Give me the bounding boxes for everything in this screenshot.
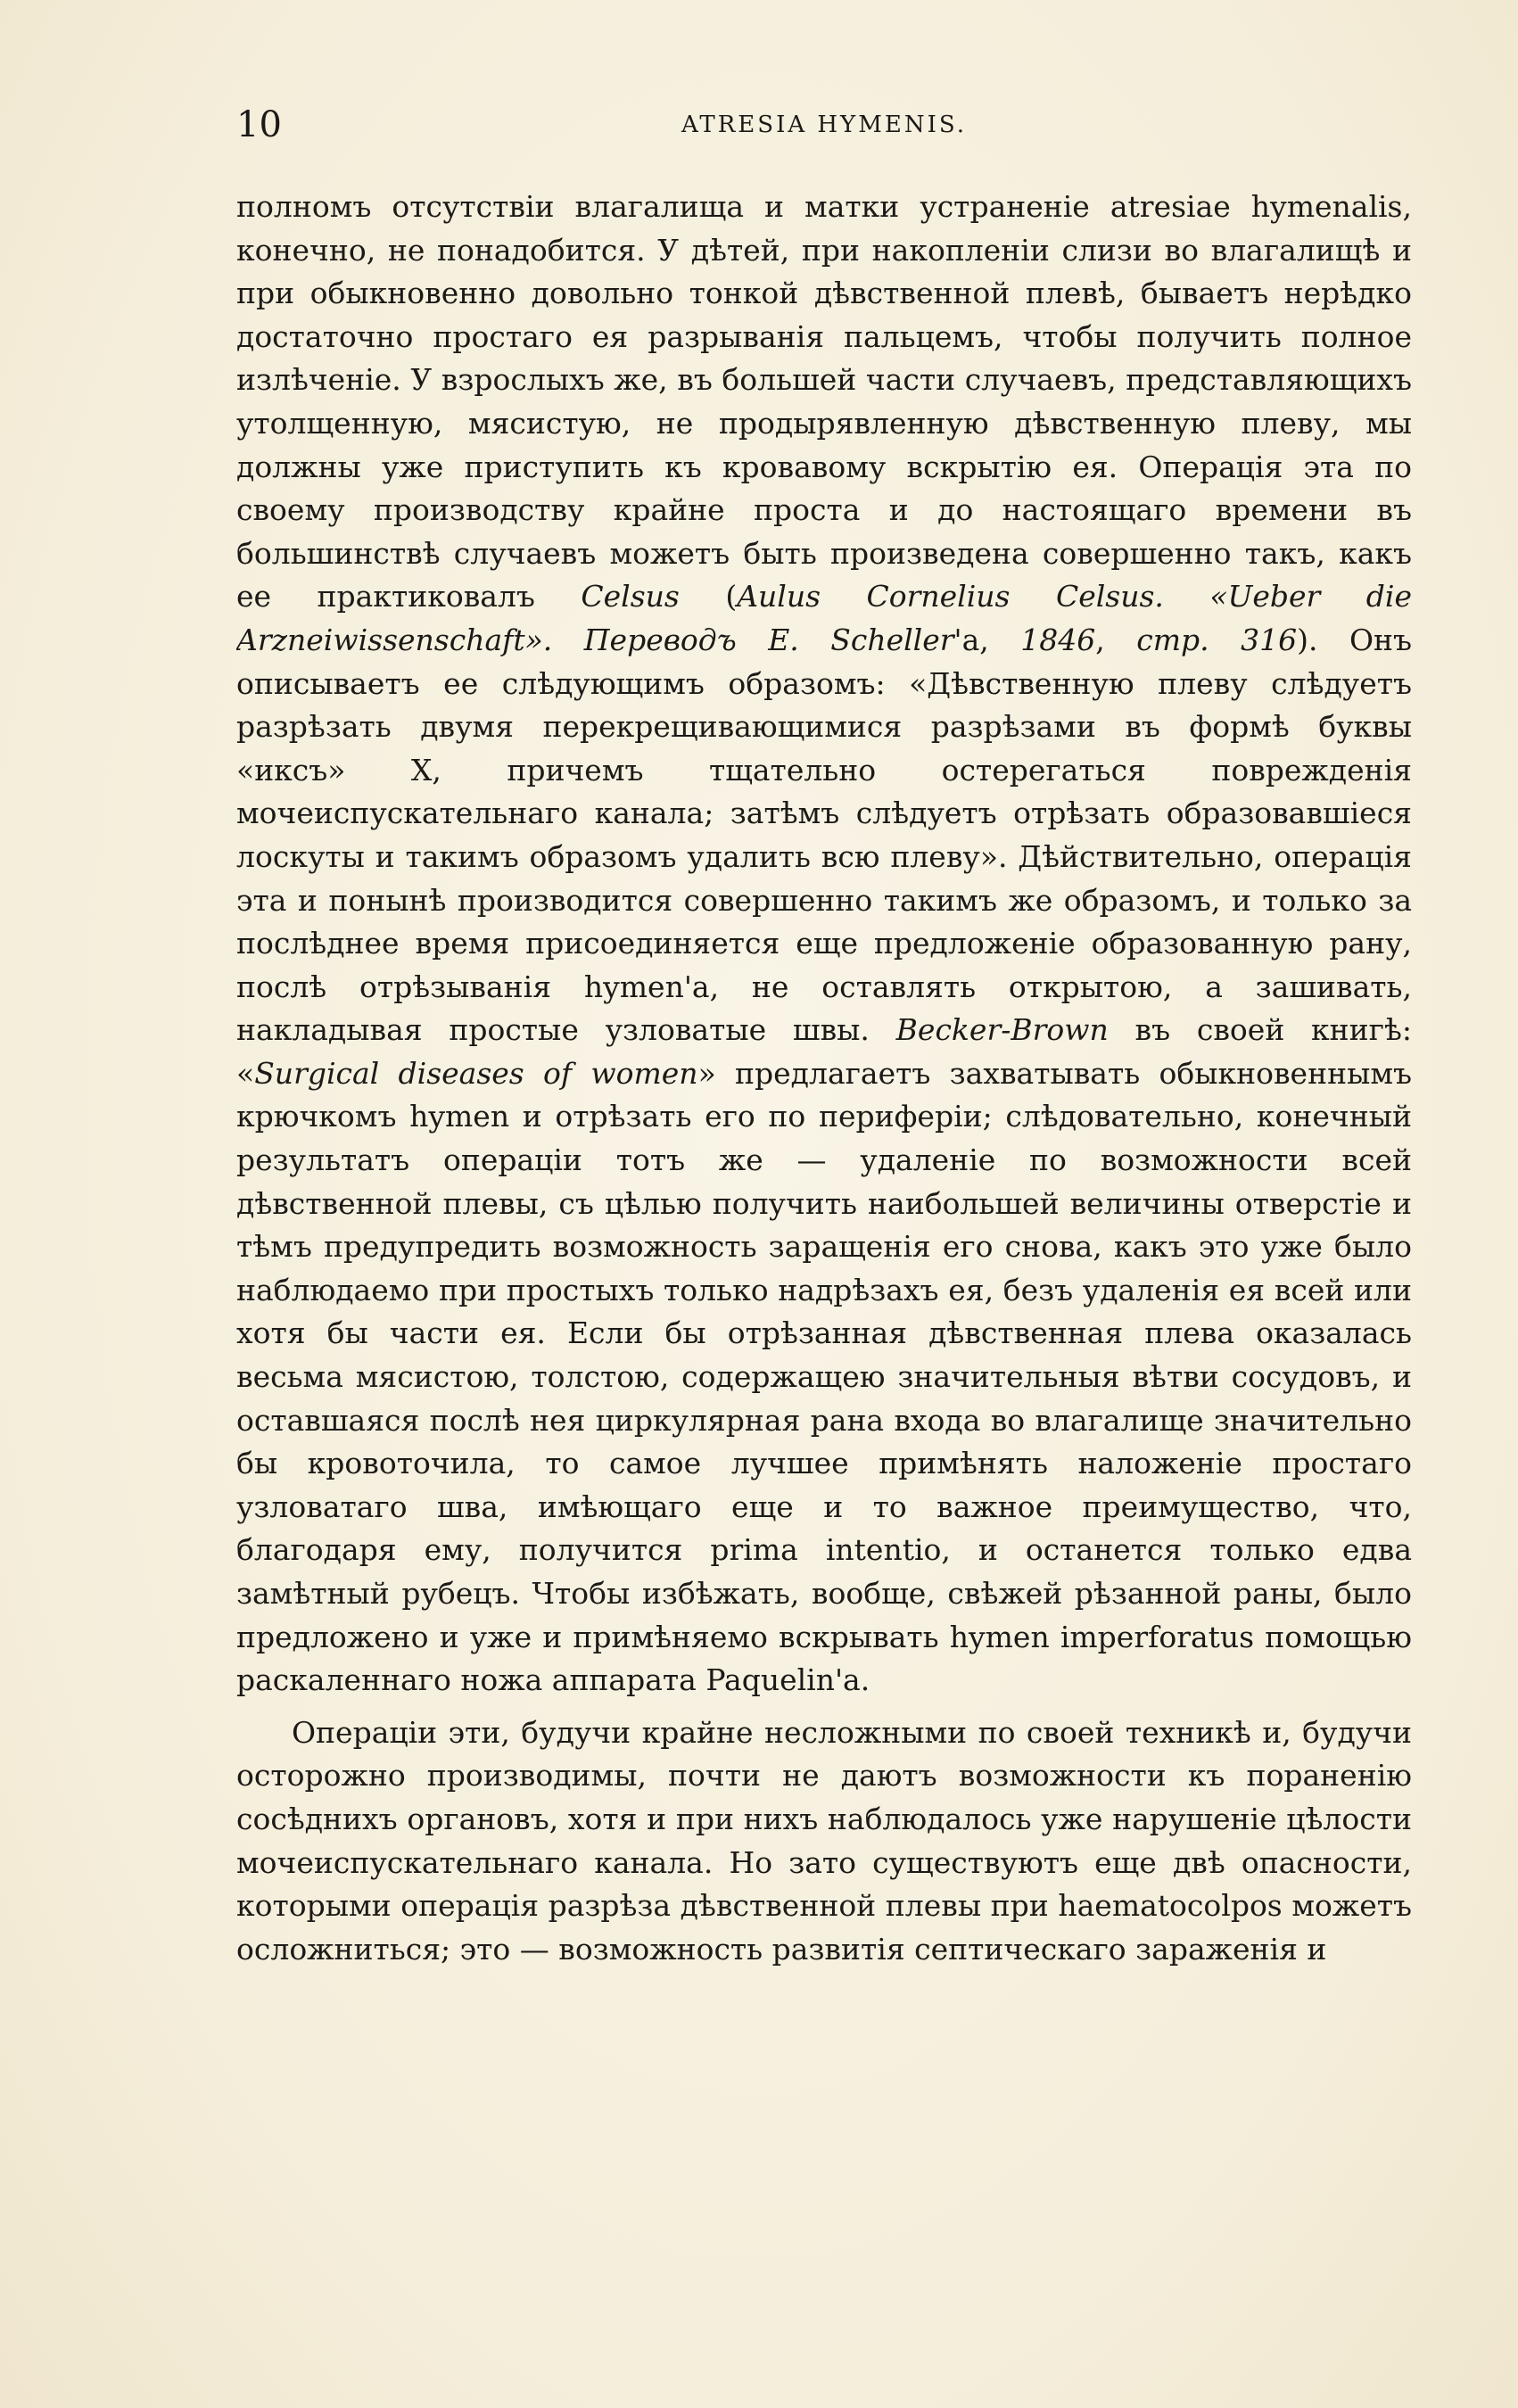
italic-run: Celsus	[581, 579, 680, 614]
text-run: 'а,	[953, 622, 1021, 657]
italic-run: стр. 316	[1136, 622, 1298, 657]
running-title: ATRESIA HYMENIS.	[681, 111, 967, 138]
text-run: полномъ отсутствіи влагалища и матки устраненіе atresiae hymenalis, конечно, не понадобится. У дѣтей, при накопленіи слизи во влагалищѣ и при обыкновенно довольно тонкой дѣвственной плевѣ, бываетъ нерѣдко достаточно простаго ея разрыванія пальцемъ, чтобы получить полное излѣченіе. У взрослыхъ же, въ большей части случаевъ, представляющихъ утолщенную, мясистую, не продырявленную дѣвственную плеву, мы должны уже приступить къ кровавому вскрытію ея. Операція эта по своему производству крайне проста и до настоящаго времени въ большинствѣ случаевъ можетъ быть произведена совершенно такъ, какъ ее практиковалъ	[236, 189, 1412, 614]
page-number: 10	[236, 104, 282, 145]
text-run: въ своей книгѣ: «	[236, 1012, 1412, 1091]
italic-run: Surgical diseases of women	[254, 1055, 698, 1091]
text-run: ,	[1095, 622, 1137, 657]
paragraph-1	[236, 186, 1412, 1703]
text-run: Операціи эти, будучи крайне несложными по своей техникѣ и, будучи осторожно производимы, почти не даютъ возможности къ пораненію сосѣднихъ органовъ, хотя и при нихъ наблюдалось уже нарушеніе цѣлости мочеиспускательнаго канала. Но зато существуютъ еще двѣ опасности, которыми операція разрѣза дѣвственной плевы при haematocolpos можетъ осложниться; это — возможность развитія септическаго зараженія и	[236, 1714, 1412, 1967]
italic-run: Aulus Cornelius Celsus. «Ueber die Arzneiwissenschaft». Переводъ E. Scheller	[236, 579, 1412, 657]
paragraph-2	[236, 1711, 1412, 1972]
page-header	[236, 100, 1412, 150]
body-text	[236, 186, 1412, 2344]
italic-run: 1846	[1020, 622, 1096, 657]
text-run: » предлагаетъ захватывать обыкновеннымъ крючкомъ hymen и отрѣзать его по периферіи; слѣдовательно, конечный результатъ операціи тотъ же — удаленіе по возможности всей дѣвственной плевы, съ цѣлью получить наибольшей величины отверстіе и тѣмъ предупредить возможность заращенія его снова, какъ это уже было наблюдаемо при простыхъ только надрѣзахъ ея, безъ удаленія ея всей или хотя бы части ея. Если бы отрѣзанная дѣвственная плева оказалась весьма мясистою, толстою, содержащею значительныя вѣтви сосудовъ, и оставшаяся послѣ нея циркулярная рана входа во влагалище значительно бы кровоточила, то самое лучшее примѣнять наложеніе простаго узловатаго шва, имѣющаго еще и то важное преимущество, что, благодаря ему, получится prima intentio, и останется только едва замѣтный рубецъ. Чтобы избѣжать, вообще, свѣжей рѣзанной раны, было предложено и уже и примѣняемо вскрывать hymen imperforatus помощью раскаленнаго ножа аппарата Paquelin'а.	[236, 1055, 1412, 1698]
text-run: ). Онъ описываетъ ее слѣдующимъ образомъ: «Дѣвственную плеву слѣдуетъ разрѣзать двумя перекрещивающимися разрѣзами въ формѣ буквы «иксъ» X, причемъ тщательно остерегаться поврежденія мочеиспускательнаго канала; затѣмъ слѣдуетъ отрѣзать образовавшіеся лоскуты и такимъ образомъ удалить всю плеву». Дѣйствительно, операція эта и понынѣ производится совершенно такимъ же образомъ, и только за послѣднее время присоединяется еще предложеніе образованную рану, послѣ отрѣзыванія hymen'а, не оставлять открытою, а зашивать, накладывая простые узловатые швы.	[236, 622, 1412, 1048]
italic-run: Becker-Brown	[895, 1012, 1109, 1048]
text-run: (	[679, 579, 738, 614]
